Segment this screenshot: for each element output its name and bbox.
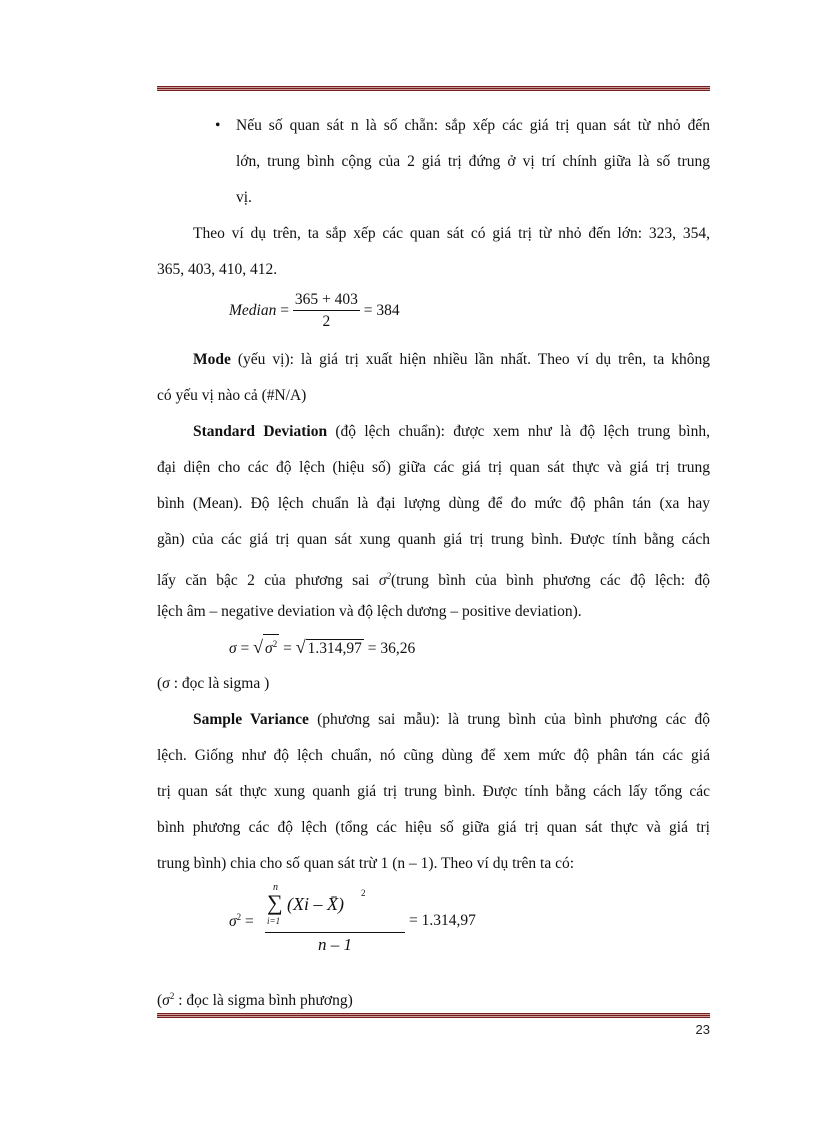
page-number: 23 [695, 1022, 710, 1037]
sv-line-1: Sample Variance (phương sai mẫu): là trung bình của bình phương các độ [193, 711, 710, 728]
summation-symbol: ∑ [267, 890, 283, 915]
bullet-line-1: • Nếu số quan sát n là số chẵn: sắp xếp các giá trị quan sát từ nhỏ đến [157, 108, 710, 144]
variance-result: = 1.314,97 [409, 912, 476, 929]
sd-result: = 36,26 [367, 640, 416, 658]
footer-rule [157, 1013, 710, 1018]
sigma-squared-symbol: $\sigma^2$ [378, 571, 391, 590]
paragraph-sort-2: 365, 403, 410, 412. [157, 261, 278, 278]
header-rule [157, 86, 710, 91]
sd-line-1: Standard Deviation (độ lệch chuẩn): được xem như là độ lệch trung bình, [193, 423, 710, 440]
median-formula: Median = $\frac{365 + 403}{2}$ = 384 [157, 288, 710, 342]
sd-line-3: bình (Mean). Độ lệch chuẩn là đại lượng dùng để đo mức độ phân tán (xa hay [157, 495, 710, 512]
sv-line-3: trị quan sát thực xung quanh giá trị trung bình. Được tính bằng cách lấy tổng các [157, 783, 710, 800]
median-fraction: $\frac{365 + 403}{2}$ [294, 291, 358, 330]
paragraph-sort-1: Theo ví dụ trên, ta sắp xếp các quan sát có giá trị từ nhỏ đến lớn: 323, 354, [193, 225, 710, 242]
bullet-line-3: vị. [236, 189, 252, 206]
sd-line-2: đại diện cho các độ lệch (hiệu số) giữa các giá trị quan sát thực và giá trị trung [157, 459, 710, 476]
variance-fraction: n ∑ i=1 (Xi – X̄) 2 n – 1 [265, 884, 405, 955]
bullet-line-2: lớn, trung bình cộng của 2 giá trị đứng ở vị trí chính giữa là số trung [236, 153, 710, 170]
sd-formula: σ = √ $\sigma^2$ = √ 1.314,97 = 36,26 [157, 630, 710, 666]
median-result: = 384 [363, 302, 400, 320]
sv-line-2: lệch. Giống như độ lệch chuẩn, nó cũng dùng để xem mức độ phân tán các giá [157, 747, 710, 764]
sd-line-5: lấy căn bậc 2 của phương sai $\sigma^2(trung$ bình của bình phương các độ lệch: độ [157, 571, 710, 590]
sv-line-5: trung bình) chia cho số quan sát trừ 1 (n – 1). Theo ví dụ trên ta có: [157, 855, 575, 872]
mode-line-1: Mode (yếu vị): là giá trị xuất hiện nhiều lần nhất. Theo ví dụ trên, ta không [193, 351, 710, 368]
variance-value: 1.314,97 [307, 640, 362, 658]
sd-line-4: gần) của các giá trị quan sát xung quanh giá trị trung bình. Được tính bằng cách [157, 531, 710, 548]
median-label: Median [229, 302, 277, 320]
page-body [157, 108, 710, 1014]
mode-line-2: có yếu vị nào cả (#N/A) [157, 387, 307, 404]
variance-formula: $\sigma^2$ = n ∑ i=1 (Xi – X̄) 2 n – 1 = 1.314,97 [229, 882, 476, 954]
sigma-squared-note: ($\sigma^2$ : đọc là sigma bình phương) [157, 991, 353, 1010]
bullet-dot-icon: • [215, 117, 221, 134]
sigma-note: (σ : đọc là sigma ) [157, 675, 270, 692]
sd-line-6: lệch âm – negative deviation và độ lệch dương – positive deviation). [157, 603, 582, 620]
sv-line-4: bình phương các độ lệch (tổng các hiệu số giữa giá trị quan sát thực và giá trị [157, 819, 710, 836]
